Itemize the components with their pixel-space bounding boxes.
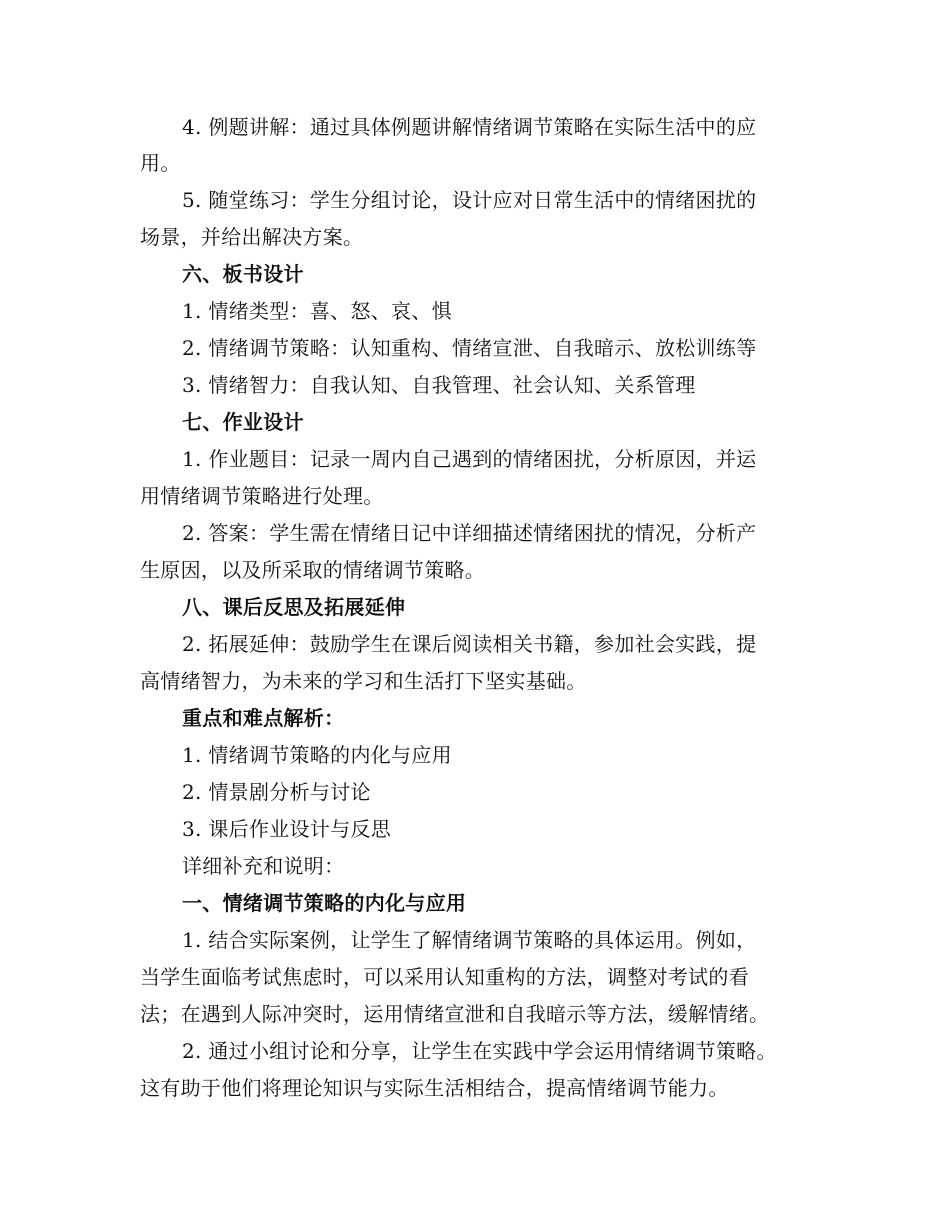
paragraph-line: 2. 情绪调节策略：认知重构、情绪宣泄、自我暗示、放松训练等	[182, 336, 757, 360]
section-heading: 一、情绪调节策略的内化与应用	[182, 891, 467, 915]
paragraph-line: 用。	[140, 151, 181, 175]
paragraph-line: 2. 情景剧分析与讨论	[182, 780, 371, 804]
paragraph-line: 2. 通过小组讨论和分享，让学生在实践中学会运用情绪调节策略。	[182, 1039, 777, 1063]
paragraph-line: 5. 随堂练习：学生分组讨论，设计应对日常生活中的情绪困扰的	[182, 188, 757, 212]
section-heading: 七、作业设计	[182, 410, 304, 434]
paragraph-line: 1. 结合实际案例，让学生了解情绪调节策略的具体运用。例如，	[182, 928, 757, 952]
paragraph-line: 3. 课后作业设计与反思	[182, 817, 392, 841]
paragraph-line: 1. 作业题目：记录一周内自己遇到的情绪困扰，分析原因，并运	[182, 447, 757, 471]
paragraph-line: 详细补充和说明：	[182, 854, 345, 878]
paragraph-line: 1. 情绪调节策略的内化与应用	[182, 743, 452, 767]
section-heading: 重点和难点解析：	[182, 706, 345, 730]
paragraph-line: 当学生面临考试焦虑时，可以采用认知重构的方法，调整对考试的看	[140, 965, 749, 989]
paragraph-line: 用情绪调节策略进行处理。	[140, 484, 384, 508]
paragraph-line: 生原因，以及所采取的情绪调节策略。	[140, 558, 486, 582]
paragraph-line: 2. 答案：学生需在情绪日记中详细描述情绪困扰的情况，分析产	[182, 521, 757, 545]
paragraph-line: 3. 情绪智力：自我认知、自我管理、社会认知、关系管理	[182, 373, 696, 397]
paragraph-line: 场景，并给出解决方案。	[140, 225, 364, 249]
paragraph-line: 这有助于他们将理论知识与实际生活相结合，提高情绪调节能力。	[140, 1076, 729, 1100]
paragraph-line: 4. 例题讲解：通过具体例题讲解情绪调节策略在实际生活中的应	[182, 115, 757, 139]
paragraph-line: 2. 拓展延伸：鼓励学生在课后阅读相关书籍，参加社会实践，提	[182, 632, 757, 656]
paragraph-line: 高情绪智力，为未来的学习和生活打下坚实基础。	[140, 669, 587, 693]
section-heading: 六、板书设计	[182, 262, 304, 286]
section-heading: 八、课后反思及拓展延伸	[182, 595, 406, 619]
paragraph-line: 法；在遇到人际冲突时，运用情绪宣泄和自我暗示等方法，缓解情绪。	[140, 1002, 770, 1026]
paragraph-line: 1. 情绪类型：喜、怒、哀、惧	[182, 299, 452, 323]
